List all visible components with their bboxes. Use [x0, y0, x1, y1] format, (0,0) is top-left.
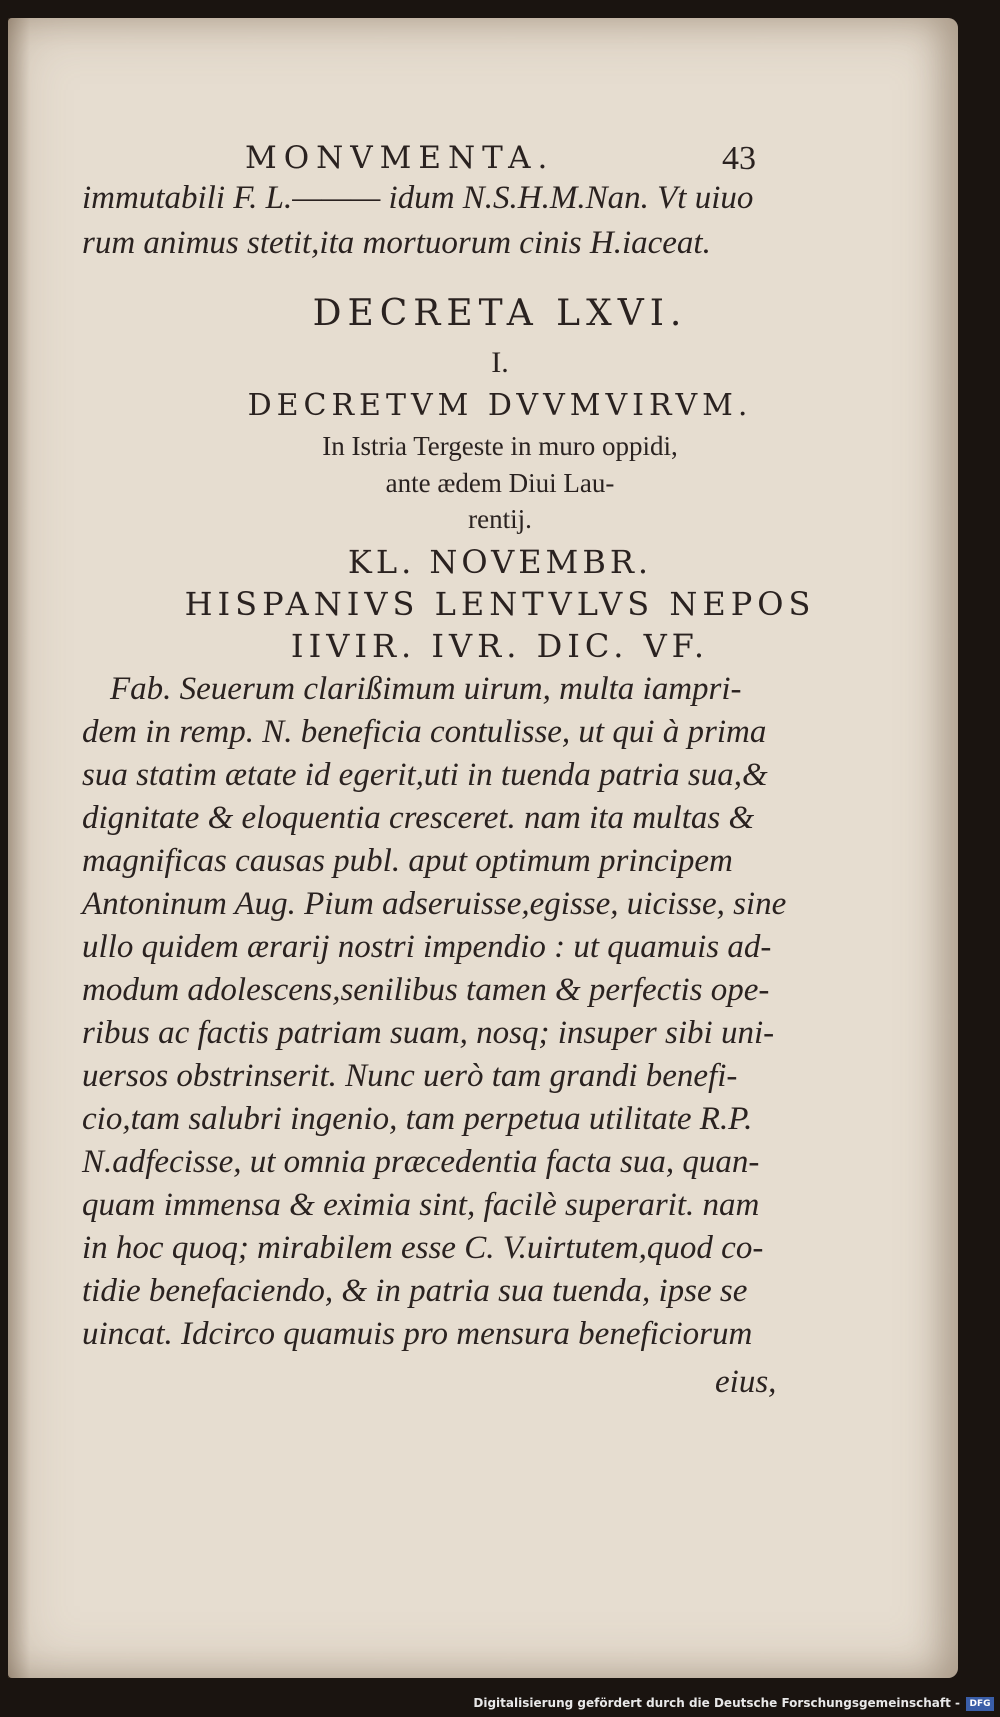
body-line: ullo quidem ærarij nostri impendio : ut quamuis ad- — [82, 929, 772, 965]
body-line: sua statim ætate id egerit,uti in tuenda patria sua,& — [82, 757, 768, 793]
body-line: uincat. Idcirco quamuis pro mensura beneficiorum — [82, 1316, 753, 1352]
body-line: quam immensa & eximia sint, facilè superarit. nam — [82, 1187, 760, 1223]
names-line: IIVIR. IVR. DIC. VF. — [290, 627, 710, 665]
running-head: MONVMENTA. — [245, 140, 555, 176]
decreta-heading: DECRETA LXVI. — [312, 293, 688, 334]
body-line: uersos obstrinserit. Nunc uerò tam grandi benefi- — [82, 1058, 738, 1094]
body-line: dignitate & eloquentia cresceret. nam ita multas & — [82, 800, 755, 836]
decree-number: I. — [491, 346, 509, 379]
location-line: rentij. — [468, 504, 532, 534]
text-line: immutabili F. L.——— idum N.S.H.M.Nan. Vt uiuo — [82, 180, 754, 216]
dfg-logo-icon: DFG — [966, 1697, 994, 1711]
names-line: HISPANIVS LENTVLVS NEPOS — [184, 585, 816, 623]
body-line: in hoc quoq; mirabilem esse C. V.uirtutem,quod co- — [82, 1230, 764, 1266]
body-line: Antoninum Aug. Pium adseruisse,egisse, uicisse, sine — [82, 886, 787, 922]
decretum-heading: DECRETVM DVVMVIRVM. — [247, 388, 753, 423]
body-line: Fab. Seuerum clarißimum uirum, multa iampri- — [110, 671, 742, 707]
body-line: tidie benefaciendo, & in patria sua tuenda, ipse se — [82, 1273, 748, 1309]
body-line: cio,tam salubri ingenio, tam perpetua utilitate R.P. — [82, 1101, 753, 1137]
page-number: 43 — [722, 140, 756, 177]
footer-credit: Digitalisierung gefördert durch die Deutsche Forschungsgemeinschaft - — [473, 1696, 960, 1710]
digitization-footer — [0, 1693, 1000, 1717]
body-line: dem in remp. N. beneficia contulisse, ut qui à prima — [82, 714, 767, 750]
date-line: KL. NOVEMBR. — [347, 543, 653, 581]
page-gutter-shadow — [8, 18, 30, 1678]
text-line: rum animus stetit,ita mortuorum cinis H.iaceat. — [82, 225, 711, 261]
body-line: modum adolescens,senilibus tamen & perfectis ope- — [82, 972, 770, 1008]
body-line: magnificas causas publ. aput optimum principem — [82, 843, 733, 879]
location-line: In Istria Tergeste in muro oppidi, — [322, 431, 678, 461]
body-line: N.adfecisse, ut omnia præcedentia facta sua, quan- — [82, 1144, 760, 1180]
catchword: eius, — [715, 1364, 777, 1400]
location-line: ante ædem Diui Lau- — [385, 468, 615, 498]
body-line: ribus ac factis patriam suam, nosq; insuper sibi uni- — [82, 1015, 775, 1051]
